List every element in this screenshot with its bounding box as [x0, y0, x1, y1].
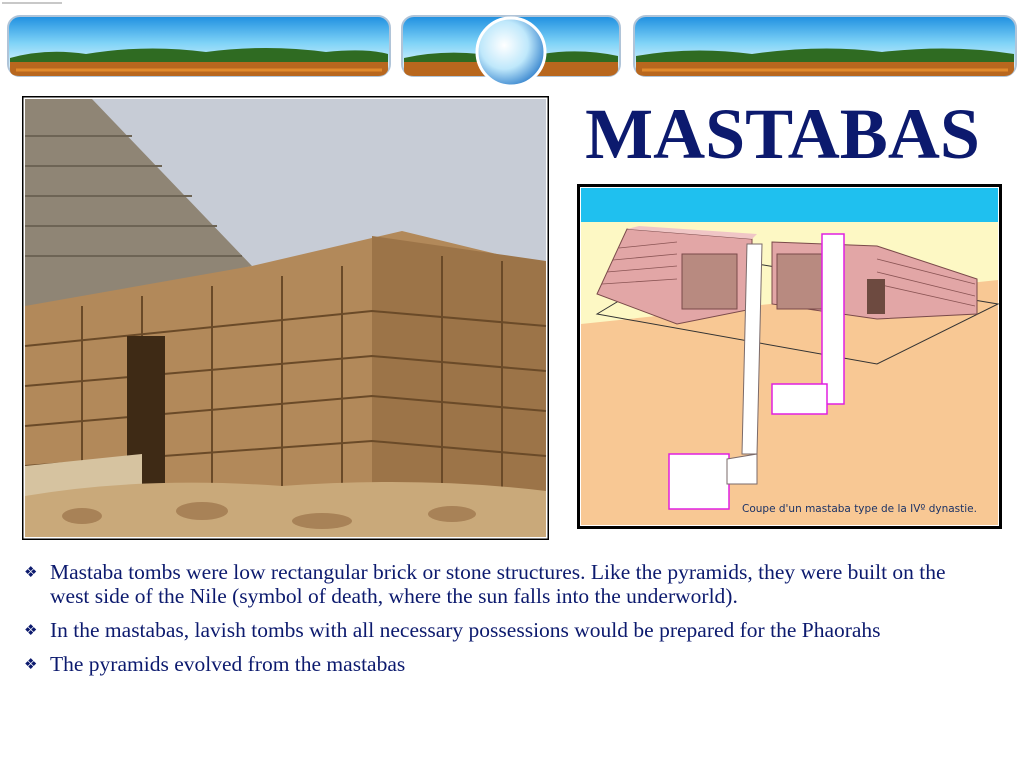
right-banner	[632, 14, 1018, 80]
diamond-bullet-icon: ❖	[24, 563, 38, 581]
mastaba-photo	[22, 96, 549, 540]
bullet-text: In the mastabas, lavish tombs with all necessary possessions would be prepared for the Phaorahs	[50, 618, 881, 642]
left-banner	[6, 14, 392, 80]
list-item	[24, 652, 984, 676]
globe-icon	[477, 18, 545, 86]
slide-title: MASTABAS	[585, 94, 980, 174]
corner-mark	[2, 2, 62, 5]
mastaba-cross-section-diagram	[577, 184, 1002, 529]
bullet-text: Mastaba tombs were low rectangular brick or stone structures. Like the pyramids, they were built on the west side of the Nile (symbol of death, where the sun falls into the underworld).	[50, 560, 946, 608]
list-item	[24, 618, 984, 642]
center-banner	[400, 14, 622, 90]
bullet-text: The pyramids evolved from the mastabas	[50, 652, 406, 676]
list-item	[24, 560, 984, 608]
diagram-caption: Coupe d'un mastaba type de la IVº dynastie.	[742, 503, 977, 515]
diamond-bullet-icon: ❖	[24, 655, 38, 673]
diamond-bullet-icon: ❖	[24, 621, 38, 639]
bullet-list	[24, 560, 984, 686]
